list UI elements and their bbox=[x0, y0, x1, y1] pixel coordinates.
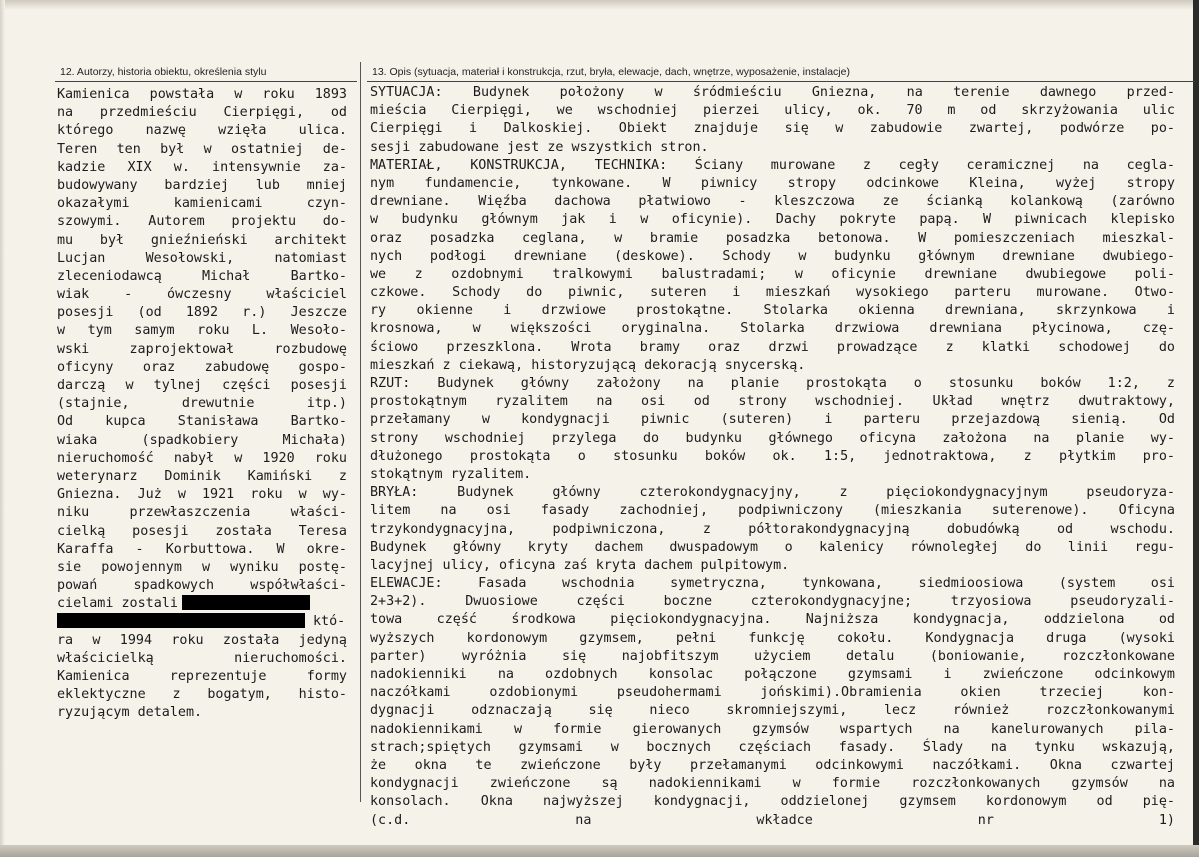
description-line: trzykondygnacyjna, podpiwniczona, z półtorakondygnacyjną dobudówką od wschodu. bbox=[370, 521, 1175, 537]
description-line: dygnacji odznaczają się nieco skromniejszymi, lecz również rozczłonkowanymi bbox=[370, 703, 1175, 719]
description-line: Budynek główny kryty dachem dwuspadowym o kalenicy równoległej do linii regu- bbox=[370, 539, 1175, 555]
history-line: darczą w tylnej części posesji bbox=[57, 378, 347, 393]
description-line: nym fundamencie, tynkowane. W piwnicy stropy odcinkowe Kleina, wyżej stropy bbox=[370, 175, 1175, 191]
description-line: że okna te zwieńczone były przełamanymi odcinkowymi naczółkami. Okna czwartej bbox=[370, 757, 1175, 773]
history-line-redacted-2 bbox=[57, 613, 347, 631]
history-line: na przedmieściu Cierpięgi, od bbox=[57, 105, 347, 121]
description-line: towa część środkowa pięciokondygnacyjna. Najniższa kondygnacja, oddzielona od bbox=[370, 612, 1175, 628]
history-line-text: cielami zostali bbox=[57, 596, 178, 612]
history-line: wiak - ówczesny właściciel bbox=[57, 287, 347, 303]
description-line: czkowe. Schody do piwnic, suteren i mieszkań wysokiego parteru murowane. Otwo- bbox=[370, 285, 1175, 301]
description-line: krosnowa, w większości oryginalna. Stolarka drzwiowa drewniana płycinowa, czę- bbox=[370, 321, 1175, 337]
history-line: właścicielką nieruchomości. bbox=[57, 650, 347, 666]
description-line: lacyjnej ulicy, oficyna zaś kryta dachem pulpitowym. bbox=[370, 557, 790, 573]
scan-edge-left bbox=[0, 0, 5, 857]
history-line: kadzie XIX w. intensywnie za- bbox=[57, 159, 347, 175]
scan-edge-bottom bbox=[0, 845, 1199, 857]
history-line: sie powojennym w wyniku postę- bbox=[57, 559, 347, 575]
history-line: Od kupca Stanisława Bartko- bbox=[57, 414, 347, 430]
history-line: niku przewłaszczenia właści- bbox=[57, 505, 347, 521]
description-line: dłużonego prostokąta o stosunku boków ok. 1:5, jednotraktowa, z płytkim pro- bbox=[370, 448, 1175, 464]
description-line: przełamany w kondygnacji piwnic (suteren) i parteru przejazdową sienią. Od bbox=[370, 412, 1175, 428]
history-line: którego nazwę wzięła ulica. bbox=[57, 123, 347, 139]
history-line: cielką posesji została Teresa bbox=[57, 523, 347, 539]
description-line: ELEWACJE: Fasada wschodnia symetryczna, tynkowana, siedmioosiowa (system osi bbox=[370, 576, 1175, 592]
redaction-bar bbox=[182, 595, 310, 610]
description-line: ściowo przeszklona. Wrota bramy oraz drzwi prowadzące z klatki schodowej do bbox=[370, 339, 1175, 355]
description-line: we z ozdobnymi tralkowymi balustradami; w oficynie drewniane dwubiegowe poli- bbox=[370, 266, 1175, 282]
redaction-bar bbox=[57, 613, 305, 628]
history-line: ryzującym detalem. bbox=[57, 705, 203, 721]
section-13-header: 13. Opis (sytuacja, materiał i konstrukcja, rzut, bryła, elewacje, dach, wnętrze, wyposażenie, instalacje) bbox=[372, 66, 850, 78]
history-line: szowymi. Autorem projektu do- bbox=[57, 214, 347, 230]
history-line: mu był gnieźnieński architekt bbox=[57, 232, 347, 248]
history-line: eklektyczne z bogatym, histo- bbox=[57, 687, 347, 703]
description-line: oraz posadzka ceglana, w bramie posadzka betonowa. W pomieszczeniach mieszkal- bbox=[370, 230, 1175, 246]
description-line: kondygnacji zwieńczone są nadokiennikami w formie rozczłonkowanych gzymsów na bbox=[370, 776, 1175, 792]
description-line: sesji zabudowane jest ze wszystkich stron. bbox=[370, 139, 709, 155]
description-line: nych podłogi drewniane (deskowe). Schody w budynku głównym drewniane dwubiego- bbox=[370, 248, 1175, 264]
history-line: okazałymi kamienicami czyn- bbox=[57, 196, 347, 212]
history-line: zleceniodawcą Michał Bartko- bbox=[57, 268, 347, 284]
description-line: litem na osi fasady zachodniej, podpiwniczony (mieszkania suterenowe). Oficyna bbox=[370, 503, 1175, 519]
description-line: stokątnym ryzalitem. bbox=[370, 466, 532, 482]
history-line: weterynarz Dominik Kamiński z bbox=[57, 468, 347, 484]
description-line: mieszkań z ciekawą, historyzującą dekoracją snycerską. bbox=[370, 357, 806, 373]
header-rule-right bbox=[367, 81, 1195, 82]
description-line: nadokiennikami w formie gierowanych gzymsów wspartych na kanelurowanych pila- bbox=[370, 721, 1175, 737]
scan-edge-top bbox=[0, 0, 1199, 10]
description-line: Cierpięgi i Dalkoskiej. Obiekt znajduje się w zabudowie zwartej, podwórze po- bbox=[370, 121, 1175, 137]
description-line: nadokienniki na ozdobnych konsolac połączone gzymsami i zwieńczone odcinkowym bbox=[370, 667, 1175, 682]
description-line: RZUT: Budynek główny założony na planie prostokąta o stosunku boków 1:2, z bbox=[370, 376, 1175, 391]
description-line: ry okienne i drzwiowe prostokątne. Stolarka okienna drewniana, skrzynkowa i bbox=[370, 303, 1175, 319]
description-text-column bbox=[370, 84, 1175, 830]
history-line: budowywany bardziej lub mniej bbox=[57, 177, 347, 193]
history-line: Kamienica reprezentuje formy bbox=[57, 669, 347, 684]
history-line-text: któ- bbox=[313, 614, 346, 630]
history-line-redacted-1 bbox=[57, 595, 347, 613]
description-line: w budynku głównym jak i w oficynie). Dachy pokryte papą. W piwnicach klepisko bbox=[370, 212, 1175, 228]
history-line: Gniezna. Już w 1921 roku w wy- bbox=[57, 487, 347, 503]
description-line: prostokątnym ryzalitem na osi od strony wschodniej. Układ wnętrz dwutraktowy, bbox=[370, 394, 1175, 410]
history-line: Karaffa - Korbuttowa. W okre- bbox=[57, 541, 347, 557]
history-line: Kamienica powstała w roku 1893 bbox=[57, 87, 347, 102]
description-line: wyższych kordonowym gzymsem, pełni funkcję cokołu. Kondygnacja druga (wysoki bbox=[370, 630, 1175, 646]
description-line: SYTUACJA: Budynek położony w śródmieściu Gniezna, na terenie dawnego przed- bbox=[370, 85, 1175, 100]
description-line: MATERIAŁ, KONSTRUKCJA, TECHNIKA: Ściany murowane z cegły ceramicznej na cegla- bbox=[370, 157, 1175, 173]
history-line: wiaka (spadkobiery Michała) bbox=[57, 432, 347, 448]
history-line: w tym samym roku L. Wesoło- bbox=[57, 323, 347, 339]
history-line: wski zaprojektował rozbudowę bbox=[57, 341, 347, 357]
section-12-header: 12. Autorzy, historia obiektu, określenia stylu bbox=[60, 66, 267, 78]
description-line: parter) wyróżnia się najobfitszym użyciem detalu (boniowanie, rozczłonkowane bbox=[370, 648, 1175, 664]
description-line: mieścia Cierpięgi, we wschodniej pierzei ulicy, ok. 70 m od skrzyżowania ulic bbox=[370, 103, 1175, 119]
description-line: 2+3+2). Dwuosiowe części boczne czterokondygnacyjne; trzyosiowa pseudoryzali- bbox=[370, 594, 1175, 610]
history-line: Teren ten był w ostatniej de- bbox=[57, 141, 347, 157]
history-line: Lucjan Wesołowski, natomiast bbox=[57, 250, 347, 266]
description-line: naczółkami ozdobionymi pseudohermami jońskimi).Obramienia okien trzeciej kon- bbox=[370, 685, 1175, 701]
history-line: oficyny oraz zabudowę gospo- bbox=[57, 359, 347, 375]
history-line: nieruchomość nabył w 1920 roku bbox=[57, 450, 347, 466]
scan-edge-right bbox=[1193, 0, 1199, 857]
description-line: konsolach. Okna najwyższej kondygnacji, oddzielonej gzymsem kordonowym od pię- bbox=[370, 794, 1175, 810]
description-line: strach;spiętych gzymsami w bocznych częściach fasady. Ślady na tynku wskazują, bbox=[370, 739, 1175, 755]
history-line: (stajnie, drewutnie itp.) bbox=[57, 396, 347, 412]
description-line: BRYŁA: Budynek główny czterokondygnacyjny, z pięciokondygnacyjnym pseudoryza- bbox=[370, 485, 1175, 501]
header-rule-left bbox=[55, 81, 357, 82]
description-line: strony wschodniej przylega do budynku głównego oficyna założona na planie wy- bbox=[370, 430, 1175, 446]
description-line: drewniane. Więźba dachowa płatwiowo - kleszczowa ze ścianką kolankową (zarówno bbox=[370, 194, 1175, 210]
history-text-column bbox=[57, 86, 347, 723]
history-line: posesji (od 1892 r.) Jeszcze bbox=[57, 305, 347, 321]
column-divider bbox=[360, 62, 361, 802]
history-line: powań spadkowych współwłaści- bbox=[57, 578, 347, 594]
description-line: (c.d. na wkładce nr 1) bbox=[370, 812, 1175, 828]
history-line: ra w 1994 roku została jedyną bbox=[57, 632, 347, 648]
